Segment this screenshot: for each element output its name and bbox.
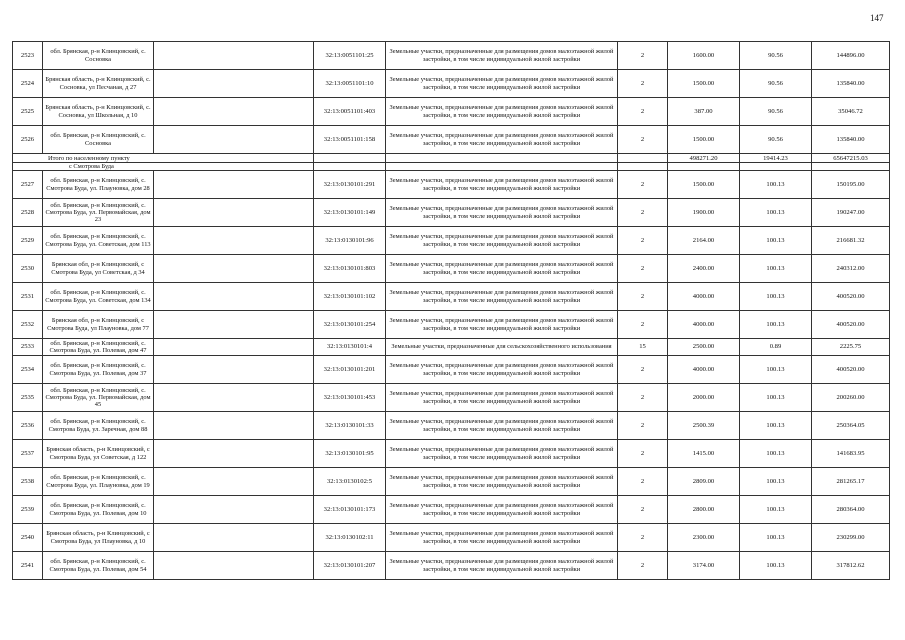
land-use-cell: Земельные участки, предназначенные для размещения домов малоэтажной жилой застройки, в том числе индивидуальной жилой застройки <box>386 283 618 311</box>
land-use-cell: Земельные участки, предназначенные для размещения домов малоэтажной жилой застройки, в том числе индивидуальной жилой застройки <box>386 468 618 496</box>
cadastral-value-cell: 216681.32 <box>812 227 890 255</box>
specific-value-cell: 100.13 <box>740 412 812 440</box>
row-number: 2523 <box>13 42 43 70</box>
land-use-cell: Земельные участки, предназначенные для размещения домов малоэтажной жилой застройки, в том числе индивидуальной жилой застройки <box>386 440 618 468</box>
use-code-cell: 2 <box>618 126 668 154</box>
cadastral-number-cell: 32:13:0130101:453 <box>314 384 386 412</box>
address-cell: обл. Брянская, р-н Клинцовский, с. Смотрова Буда, ул. Полевая, дом 37 <box>43 356 154 384</box>
row-number: 2536 <box>13 412 43 440</box>
row-number: 2534 <box>13 356 43 384</box>
area-cell: 1500.00 <box>668 126 740 154</box>
settlement-name: с Смотрова Буда <box>13 163 314 171</box>
table-row <box>13 171 890 199</box>
area-cell: 1500.00 <box>668 70 740 98</box>
cadastral-value-cell: 141683.95 <box>812 440 890 468</box>
table-row <box>13 384 890 412</box>
row-number: 2528 <box>13 199 43 227</box>
table-row <box>13 199 890 227</box>
use-code-cell: 2 <box>618 227 668 255</box>
row-number: 2527 <box>13 171 43 199</box>
area-cell: 2300.00 <box>668 524 740 552</box>
row-number: 2541 <box>13 552 43 580</box>
address-cell: обл. Брянская, р-н Клинцовский, с. Сосновка <box>43 126 154 154</box>
address-cell: Брянская обл, р-н Клинцовский, с Смотрова Буда, ул Советская, д 34 <box>43 255 154 283</box>
total-rate: 19414.23 <box>740 154 812 163</box>
cadastral-value-cell: 280364.00 <box>812 496 890 524</box>
cadastral-number-cell: 32:13:0130102:5 <box>314 468 386 496</box>
use-code-cell: 2 <box>618 384 668 412</box>
specific-value-cell: 100.13 <box>740 255 812 283</box>
address-cell: обл. Брянская, р-н Клинцовский, с. Смотрова Буда, ул. Первомайская, дом 45 <box>43 384 154 412</box>
empty-cell <box>154 356 314 384</box>
land-use-cell: Земельные участки, предназначенные для размещения домов малоэтажной жилой застройки, в том числе индивидуальной жилой застройки <box>386 42 618 70</box>
land-use-cell: Земельные участки, предназначенные для размещения домов малоэтажной жилой застройки, в том числе индивидуальной жилой застройки <box>386 496 618 524</box>
empty-cell <box>154 255 314 283</box>
specific-value-cell: 90.56 <box>740 126 812 154</box>
specific-value-cell: 100.13 <box>740 311 812 339</box>
table-row <box>13 496 890 524</box>
cadastral-value-cell: 317812.62 <box>812 552 890 580</box>
specific-value-cell: 100.13 <box>740 496 812 524</box>
address-cell: обл. Брянская, р-н Клинцовский, с. Смотрова Буда, ул. Первомайская, дом 23 <box>43 199 154 227</box>
cadastral-number-cell: 32:13:0051101:403 <box>314 98 386 126</box>
address-cell: Брянская область, р-н Клинцовский, с. Сосновка, ул Школьная, д 10 <box>43 98 154 126</box>
table-row <box>13 524 890 552</box>
cadastral-number-cell: 32:13:0130101:207 <box>314 552 386 580</box>
row-number: 2540 <box>13 524 43 552</box>
area-cell: 1600.00 <box>668 42 740 70</box>
cadastral-value-cell: 230299.00 <box>812 524 890 552</box>
use-code-cell: 2 <box>618 552 668 580</box>
row-number: 2537 <box>13 440 43 468</box>
table-row <box>13 412 890 440</box>
address-cell: обл. Брянская, р-н Клинцовский, с. Смотрова Буда, ул. Плауновка, дом 19 <box>43 468 154 496</box>
specific-value-cell: 90.56 <box>740 70 812 98</box>
area-cell: 1900.00 <box>668 199 740 227</box>
area-cell: 3174.00 <box>668 552 740 580</box>
area-cell: 2164.00 <box>668 227 740 255</box>
empty-cell <box>154 412 314 440</box>
cadastral-number-cell: 32:13:0130101:254 <box>314 311 386 339</box>
table-row <box>13 356 890 384</box>
cadastral-value-cell: 250364.05 <box>812 412 890 440</box>
cadastral-value-cell: 240312.00 <box>812 255 890 283</box>
land-use-cell: Земельные участки, предназначенные для размещения домов малоэтажной жилой застройки, в том числе индивидуальной жилой застройки <box>386 255 618 283</box>
row-number: 2532 <box>13 311 43 339</box>
land-use-cell: Земельные участки, предназначенные для размещения домов малоэтажной жилой застройки, в том числе индивидуальной жилой застройки <box>386 126 618 154</box>
row-number: 2524 <box>13 70 43 98</box>
cadastral-value-cell: 200260.00 <box>812 384 890 412</box>
table-row <box>13 70 890 98</box>
table-row <box>13 283 890 311</box>
specific-value-cell: 100.13 <box>740 171 812 199</box>
settlement-header-row <box>13 163 890 171</box>
specific-value-cell: 100.13 <box>740 356 812 384</box>
address-cell: Брянская область, р-н Клинцовский, с Смотрова Буда, ул Советская, д 122 <box>43 440 154 468</box>
area-cell: 1415.00 <box>668 440 740 468</box>
cadastral-number-cell: 32:13:0130101:96 <box>314 227 386 255</box>
empty-cell <box>154 496 314 524</box>
empty-cell <box>154 199 314 227</box>
address-cell: обл. Брянская, р-н Клинцовский, с. Смотрова Буда, ул. Плауновка, дом 28 <box>43 171 154 199</box>
empty-cell <box>154 311 314 339</box>
cadastral-value-cell: 135840.00 <box>812 70 890 98</box>
empty-cell <box>154 283 314 311</box>
cadastral-value-cell: 281265.17 <box>812 468 890 496</box>
specific-value-cell: 100.13 <box>740 524 812 552</box>
address-cell: обл. Брянская, р-н Клинцовский, с. Смотрова Буда, ул. Советская, дом 113 <box>43 227 154 255</box>
use-code-cell: 2 <box>618 42 668 70</box>
total-value: 65647215.03 <box>812 154 890 163</box>
row-number: 2533 <box>13 339 43 356</box>
land-use-cell: Земельные участки, предназначенные для размещения домов малоэтажной жилой застройки, в том числе индивидуальной жилой застройки <box>386 311 618 339</box>
empty-cell <box>154 171 314 199</box>
table-row <box>13 311 890 339</box>
specific-value-cell: 90.56 <box>740 98 812 126</box>
row-number: 2526 <box>13 126 43 154</box>
cadastral-value-cell: 400520.00 <box>812 283 890 311</box>
cadastral-value-cell: 135840.00 <box>812 126 890 154</box>
land-use-cell: Земельные участки, предназначенные для размещения домов малоэтажной жилой застройки, в том числе индивидуальной жилой застройки <box>386 356 618 384</box>
land-use-cell: Земельные участки, предназначенные для размещения домов малоэтажной жилой застройки, в том числе индивидуальной жилой застройки <box>386 384 618 412</box>
table-row <box>13 98 890 126</box>
use-code-cell: 2 <box>618 199 668 227</box>
cadastral-value-cell: 190247.00 <box>812 199 890 227</box>
area-cell: 4000.00 <box>668 311 740 339</box>
table-row <box>13 468 890 496</box>
cadastral-number-cell: 32:13:0130101:803 <box>314 255 386 283</box>
specific-value-cell: 100.13 <box>740 384 812 412</box>
specific-value-cell: 100.13 <box>740 227 812 255</box>
empty-cell <box>154 468 314 496</box>
empty-cell <box>154 98 314 126</box>
specific-value-cell: 100.13 <box>740 552 812 580</box>
cadastral-number-cell: 32:13:0130101:149 <box>314 199 386 227</box>
cadastral-number-cell: 32:13:0130101:33 <box>314 412 386 440</box>
cadastral-number-cell: 32:13:0051101:158 <box>314 126 386 154</box>
row-number: 2529 <box>13 227 43 255</box>
land-use-cell: Земельные участки, предназначенные для размещения домов малоэтажной жилой застройки, в том числе индивидуальной жилой застройки <box>386 227 618 255</box>
use-code-cell: 2 <box>618 468 668 496</box>
cadastral-value-table <box>12 41 890 580</box>
land-use-cell: Земельные участки, предназначенные для размещения домов малоэтажной жилой застройки, в том числе индивидуальной жилой застройки <box>386 412 618 440</box>
area-cell: 2500.00 <box>668 339 740 356</box>
land-use-cell: Земельные участки, предназначенные для размещения домов малоэтажной жилой застройки, в том числе индивидуальной жилой застройки <box>386 199 618 227</box>
use-code-cell: 2 <box>618 283 668 311</box>
cadastral-value-cell: 400520.00 <box>812 311 890 339</box>
empty-cell <box>154 524 314 552</box>
table-row <box>13 440 890 468</box>
use-code-cell: 2 <box>618 98 668 126</box>
specific-value-cell: 90.56 <box>740 42 812 70</box>
area-cell: 4000.00 <box>668 356 740 384</box>
table-row <box>13 126 890 154</box>
empty-cell <box>154 440 314 468</box>
land-use-cell: Земельные участки, предназначенные для размещения домов малоэтажной жилой застройки, в том числе индивидуальной жилой застройки <box>386 552 618 580</box>
land-use-cell: Земельные участки, предназначенные для размещения домов малоэтажной жилой застройки, в том числе индивидуальной жилой застройки <box>386 70 618 98</box>
cadastral-number-cell: 32:13:0130101:291 <box>314 171 386 199</box>
empty-cell <box>154 339 314 356</box>
specific-value-cell: 100.13 <box>740 199 812 227</box>
empty-cell <box>154 227 314 255</box>
address-cell: обл. Брянская, р-н Клинцовский, с. Смотрова Буда, ул. Советская, дом 134 <box>43 283 154 311</box>
use-code-cell: 2 <box>618 356 668 384</box>
row-number: 2530 <box>13 255 43 283</box>
page-number: 147 <box>870 13 884 23</box>
cadastral-value-cell: 35046.72 <box>812 98 890 126</box>
address-cell: обл. Брянская, р-н Клинцовский, с. Смотрова Буда, ул. Полевая, дом 10 <box>43 496 154 524</box>
area-cell: 2000.00 <box>668 384 740 412</box>
empty-cell <box>154 384 314 412</box>
address-cell: обл. Брянская, р-н Клинцовский, с. Смотрова Буда, ул. Полевая, дом 54 <box>43 552 154 580</box>
total-label: Итого по населенному пункту <box>13 154 314 163</box>
address-cell: Брянская обл, р-н Клинцовский, с Смотрова Буда, ул Плауновка, дом 77 <box>43 311 154 339</box>
land-use-cell: Земельные участки, предназначенные для размещения домов малоэтажной жилой застройки, в том числе индивидуальной жилой застройки <box>386 98 618 126</box>
table-row <box>13 227 890 255</box>
address-cell: Брянская область, р-н Клинцовский, с. Сосновка, ул Песчаная, д 27 <box>43 70 154 98</box>
cadastral-number-cell: 32:13:0051101:25 <box>314 42 386 70</box>
empty-cell <box>154 42 314 70</box>
table-row <box>13 42 890 70</box>
area-cell: 2809.00 <box>668 468 740 496</box>
area-cell: 387.00 <box>668 98 740 126</box>
cadastral-value-cell: 150195.00 <box>812 171 890 199</box>
cadastral-number-cell: 32:13:0130101:95 <box>314 440 386 468</box>
empty-cell <box>154 126 314 154</box>
settlement-total-row <box>13 154 890 163</box>
area-cell: 1500.00 <box>668 171 740 199</box>
total-area: 498271.20 <box>668 154 740 163</box>
specific-value-cell: 0.89 <box>740 339 812 356</box>
address-cell: обл. Брянская, р-н Клинцовский, с. Сосновка <box>43 42 154 70</box>
area-cell: 2400.00 <box>668 255 740 283</box>
cadastral-value-cell: 144896.00 <box>812 42 890 70</box>
use-code-cell: 2 <box>618 311 668 339</box>
row-number: 2531 <box>13 283 43 311</box>
area-cell: 4000.00 <box>668 283 740 311</box>
use-code-cell: 2 <box>618 440 668 468</box>
empty-cell <box>154 70 314 98</box>
address-cell: обл. Брянская, р-н Клинцовский, с. Смотрова Буда, ул. Полевая, дом 47 <box>43 339 154 356</box>
cadastral-number-cell: 32:13:0130101:102 <box>314 283 386 311</box>
cadastral-value-cell: 400520.00 <box>812 356 890 384</box>
use-code-cell: 2 <box>618 171 668 199</box>
table-row <box>13 339 890 356</box>
cadastral-number-cell: 32:13:0130101:4 <box>314 339 386 356</box>
specific-value-cell: 100.13 <box>740 440 812 468</box>
land-use-cell: Земельные участки, предназначенные для размещения домов малоэтажной жилой застройки, в том числе индивидуальной жилой застройки <box>386 171 618 199</box>
cadastral-number-cell: 32:13:0130102:11 <box>314 524 386 552</box>
use-code-cell: 2 <box>618 255 668 283</box>
specific-value-cell: 100.13 <box>740 468 812 496</box>
cadastral-value-cell: 2225.75 <box>812 339 890 356</box>
land-use-cell: Земельные участки, предназначенные для размещения домов малоэтажной жилой застройки, в том числе индивидуальной жилой застройки <box>386 524 618 552</box>
specific-value-cell: 100.13 <box>740 283 812 311</box>
area-cell: 2500.39 <box>668 412 740 440</box>
use-code-cell: 2 <box>618 524 668 552</box>
address-cell: Брянская область, р-н Клинцовский, с Смотрова Буда, ул Плауновка, д 10 <box>43 524 154 552</box>
use-code-cell: 2 <box>618 496 668 524</box>
use-code-cell: 2 <box>618 412 668 440</box>
empty-cell <box>154 552 314 580</box>
table-row <box>13 552 890 580</box>
row-number: 2538 <box>13 468 43 496</box>
use-code-cell: 15 <box>618 339 668 356</box>
row-number: 2525 <box>13 98 43 126</box>
cadastral-number-cell: 32:13:0051101:10 <box>314 70 386 98</box>
row-number: 2535 <box>13 384 43 412</box>
use-code-cell: 2 <box>618 70 668 98</box>
row-number: 2539 <box>13 496 43 524</box>
table-row <box>13 255 890 283</box>
cadastral-number-cell: 32:13:0130101:201 <box>314 356 386 384</box>
area-cell: 2800.00 <box>668 496 740 524</box>
land-use-cell: Земельные участки, предназначенные для сельскохозяйственного использования <box>386 339 618 356</box>
cadastral-number-cell: 32:13:0130101:173 <box>314 496 386 524</box>
address-cell: обл. Брянская, р-н Клинцовский, с. Смотрова Буда, ул. Заречная, дом 88 <box>43 412 154 440</box>
